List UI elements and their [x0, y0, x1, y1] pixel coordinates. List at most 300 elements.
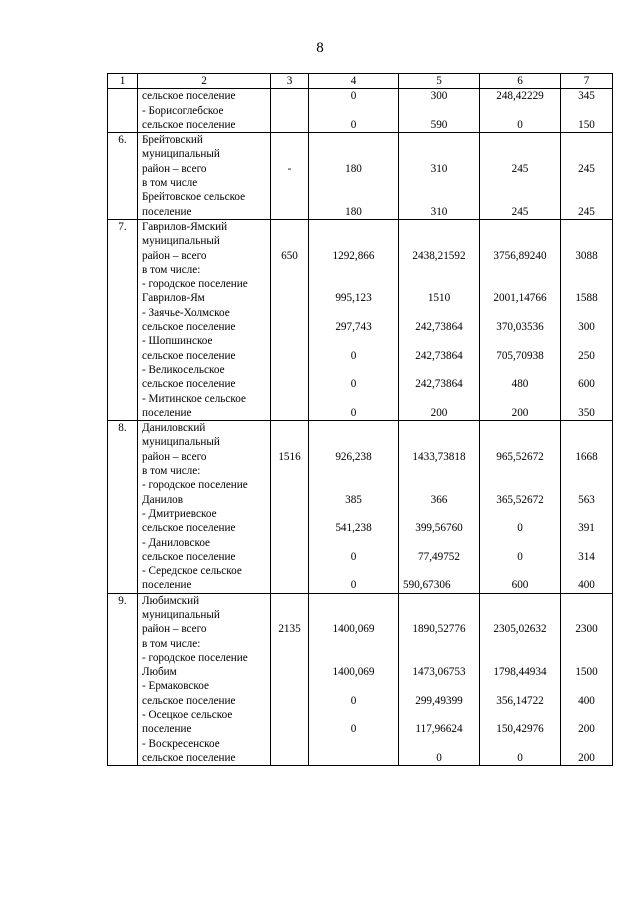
name-line: - Середское сельское	[142, 565, 242, 578]
row-number: 7.	[118, 220, 127, 233]
value-cell-c7	[561, 421, 613, 594]
value-cell-c6	[480, 421, 561, 594]
column-header: 7	[561, 74, 613, 89]
value-c4	[309, 133, 398, 147]
value-c6: 2305,02632	[493, 623, 547, 636]
value-c6: 965,52672	[496, 450, 544, 463]
value-c5: 310	[430, 205, 448, 218]
value-c6	[480, 737, 560, 751]
name-line: - городское поселение	[142, 651, 248, 664]
value-cell-c5	[399, 89, 480, 133]
row-number-cell	[108, 593, 138, 766]
value-c5: 299,49399	[415, 694, 463, 707]
value-c7: 2300	[575, 623, 598, 636]
value-c5: 242,73864	[415, 378, 463, 391]
value-c3	[271, 464, 308, 478]
value-c4: 926,238	[335, 450, 372, 463]
value-c3	[271, 234, 308, 248]
name-line: район – всего	[142, 162, 207, 175]
row-number-cell	[108, 133, 138, 220]
name-cell	[138, 133, 271, 220]
value-cell-c3	[271, 133, 309, 220]
name-cell	[138, 89, 271, 133]
value-c6	[480, 147, 560, 161]
value-c5	[399, 277, 479, 291]
value-c7: 245	[578, 205, 595, 218]
value-c4	[309, 679, 398, 693]
value-c7	[561, 263, 612, 277]
value-c3	[271, 722, 308, 736]
value-c7: 314	[578, 550, 595, 563]
value-c6: 245	[511, 205, 529, 218]
name-line: район – всего	[142, 249, 207, 262]
value-c3	[271, 665, 308, 679]
table-header-row	[108, 74, 613, 89]
value-c4: 1400,069	[332, 623, 375, 636]
value-cell-c4	[309, 421, 399, 594]
name-line: поселение	[142, 205, 192, 218]
value-c3	[271, 263, 308, 277]
value-c4	[309, 478, 398, 492]
name-line: в том числе:	[142, 465, 201, 478]
value-c5	[399, 637, 479, 651]
value-c3	[271, 536, 308, 550]
value-c6	[480, 263, 560, 277]
value-cell-c7	[561, 89, 613, 133]
value-c5	[399, 536, 479, 550]
row-number	[108, 89, 137, 103]
column-header: 1	[108, 74, 138, 89]
value-c7: 300	[578, 321, 595, 334]
name-line: Даниловский	[142, 422, 206, 435]
value-c6	[480, 176, 560, 190]
value-c3	[271, 694, 308, 708]
value-c3	[271, 550, 308, 564]
name-line: Брейтовский	[142, 134, 203, 147]
value-c4	[309, 751, 398, 765]
value-c5: 1473,06753	[412, 666, 466, 679]
value-c3	[271, 306, 308, 320]
value-cell-c5	[399, 219, 480, 420]
name-line: - Даниловское	[142, 536, 211, 549]
name-line: сельское поселение	[142, 321, 236, 334]
value-c7	[561, 651, 612, 665]
value-c5: 310	[430, 162, 448, 175]
value-c3	[271, 435, 308, 449]
name-line: Любим	[142, 666, 177, 679]
name-line: муниципальный	[142, 608, 220, 621]
value-c6: 248,42229	[496, 90, 544, 103]
data-table	[107, 73, 613, 766]
value-c4: 0	[350, 723, 357, 736]
value-c6: 600	[511, 579, 529, 592]
value-c3: 1516	[278, 450, 301, 463]
value-c5	[399, 651, 479, 665]
value-c4: 0	[350, 378, 357, 391]
name-line: - городское поселение	[142, 479, 248, 492]
name-line: - Дмитриевское	[142, 507, 217, 520]
name-cell	[138, 421, 271, 594]
value-c7: 3088	[575, 249, 598, 262]
value-c7	[561, 464, 612, 478]
value-c4: 0	[350, 406, 357, 419]
value-c4	[309, 234, 398, 248]
value-cell-c3	[271, 219, 309, 420]
value-cell-c3	[271, 421, 309, 594]
value-c4	[309, 435, 398, 449]
value-c6	[480, 637, 560, 651]
page-number: 8	[316, 40, 324, 56]
name-line: - городское поселение	[142, 278, 248, 291]
name-line: - Ермаковское	[142, 680, 209, 693]
value-c7	[561, 478, 612, 492]
value-c3	[271, 521, 308, 535]
name-line: поселение	[142, 579, 192, 592]
value-c3	[271, 147, 308, 161]
value-c5	[399, 104, 479, 118]
value-c5: 1510	[427, 292, 451, 305]
value-c7	[561, 435, 612, 449]
value-c3	[271, 277, 308, 291]
value-c5	[399, 435, 479, 449]
table-row	[108, 593, 613, 766]
value-c6	[480, 334, 560, 348]
value-c4: 180	[345, 162, 362, 175]
value-cell-c4	[309, 219, 399, 420]
value-c7: 563	[578, 493, 595, 506]
value-c3	[271, 564, 308, 578]
value-c3: 2135	[278, 623, 301, 636]
value-c4	[309, 608, 398, 622]
value-c5	[399, 421, 479, 435]
value-c4	[309, 564, 398, 578]
value-c5	[399, 737, 479, 751]
value-c5: 77,49752	[418, 550, 460, 563]
value-c4	[309, 536, 398, 550]
value-c4	[309, 651, 398, 665]
name-line: сельское поселение	[142, 550, 236, 563]
value-c7	[561, 392, 612, 406]
name-line: в том числе	[142, 177, 198, 190]
value-c4	[309, 220, 398, 234]
value-c5	[399, 306, 479, 320]
value-c7	[561, 190, 612, 204]
value-cell-c7	[561, 133, 613, 220]
value-c3	[271, 708, 308, 722]
value-c6: 365,52672	[496, 493, 544, 506]
value-c5: 242,73864	[415, 349, 463, 362]
value-c4	[309, 637, 398, 651]
name-line: в том числе:	[142, 637, 201, 650]
value-c6: 356,14722	[496, 694, 544, 707]
value-c5	[399, 608, 479, 622]
value-c4: 0	[350, 90, 357, 103]
value-cell-c6	[480, 89, 561, 133]
name-line: сельское поселение	[142, 378, 236, 391]
value-c3	[271, 421, 308, 435]
value-c6	[480, 220, 560, 234]
value-c4	[309, 594, 398, 608]
value-c7	[561, 133, 612, 147]
value-c5: 1433,73818	[412, 450, 466, 463]
value-c6	[480, 234, 560, 248]
value-c4: 297,743	[335, 321, 372, 334]
value-c3	[271, 220, 308, 234]
name-line: Гаврилов-Ямский	[142, 220, 228, 233]
value-cell-c4	[309, 89, 399, 133]
value-c4: 541,238	[335, 522, 372, 535]
value-c5	[399, 220, 479, 234]
value-c3	[271, 651, 308, 665]
row-number-cell	[108, 219, 138, 420]
value-c3	[271, 578, 308, 592]
value-cell-c4	[309, 593, 399, 766]
name-line: - Воскресенское	[142, 737, 220, 750]
name-line: Данилов	[142, 493, 184, 506]
value-c7	[561, 147, 612, 161]
value-c6	[480, 464, 560, 478]
value-c7: 391	[578, 522, 595, 535]
name-line: Гаврилов-Ям	[142, 292, 205, 305]
row-number-cell	[108, 421, 138, 594]
value-c7	[561, 334, 612, 348]
value-c6	[480, 679, 560, 693]
value-c6: 1798,44934	[493, 666, 547, 679]
value-c6	[480, 363, 560, 377]
value-c5	[399, 176, 479, 190]
table-row	[108, 421, 613, 594]
value-c3	[271, 737, 308, 751]
table-row	[108, 89, 613, 133]
value-c6	[480, 190, 560, 204]
value-c5: 590,67306	[403, 579, 451, 592]
value-c5: 242,73864	[415, 321, 463, 334]
value-c7	[561, 708, 612, 722]
value-c4	[309, 190, 398, 204]
name-line: муниципальный	[142, 235, 220, 248]
value-c6: 200	[511, 406, 529, 419]
value-c5: 2438,21592	[412, 249, 466, 262]
value-c7: 400	[578, 694, 595, 707]
value-c6: 0	[517, 118, 523, 131]
value-c5: 300	[430, 90, 448, 103]
name-line: сельское поселение	[142, 694, 236, 707]
name-line: - Великосельское	[142, 363, 225, 376]
name-line: - Борисоглебское	[142, 104, 224, 117]
value-cell-c5	[399, 421, 480, 594]
value-c5	[399, 708, 479, 722]
value-c6	[480, 507, 560, 521]
value-c3: -	[287, 162, 292, 175]
value-c3	[271, 594, 308, 608]
row-number-cell	[108, 89, 138, 133]
value-c7: 600	[578, 378, 595, 391]
value-c5	[399, 564, 479, 578]
value-c3	[271, 363, 308, 377]
value-c4	[309, 306, 398, 320]
value-c4	[309, 334, 398, 348]
row-number: 8.	[118, 422, 127, 435]
value-c7	[561, 306, 612, 320]
name-line: Любимский	[142, 594, 200, 607]
value-c5	[399, 679, 479, 693]
table-row	[108, 219, 613, 420]
value-c6	[480, 651, 560, 665]
value-c7: 200	[578, 751, 595, 764]
value-c3	[271, 176, 308, 190]
value-c3	[271, 493, 308, 507]
value-c4	[309, 421, 398, 435]
name-cell	[138, 593, 271, 766]
value-c4: 385	[345, 493, 362, 506]
name-line: муниципальный	[142, 148, 220, 161]
value-c6: 480	[511, 378, 529, 391]
value-c4: 0	[350, 349, 357, 362]
value-c5: 590	[430, 118, 448, 131]
value-c5	[399, 392, 479, 406]
value-c7	[561, 176, 612, 190]
value-c5: 0	[436, 751, 442, 764]
value-c4	[309, 392, 398, 406]
value-c7: 200	[578, 723, 595, 736]
value-c7: 1668	[575, 450, 598, 463]
value-c6	[480, 435, 560, 449]
value-c5	[399, 133, 479, 147]
value-c7: 245	[578, 162, 595, 175]
value-c3	[271, 205, 308, 219]
value-cell-c6	[480, 593, 561, 766]
value-c7	[561, 608, 612, 622]
value-c3	[271, 608, 308, 622]
name-line: - Осецкое сельское	[142, 709, 233, 722]
value-cell-c3	[271, 593, 309, 766]
value-c6: 370,03536	[496, 321, 544, 334]
value-c5	[399, 334, 479, 348]
value-c4: 1292,866	[332, 249, 375, 262]
value-c6: 2001,14766	[493, 292, 547, 305]
name-line: поселение	[142, 723, 192, 736]
value-c6: 0	[517, 522, 523, 535]
value-cell-c7	[561, 593, 613, 766]
value-c4	[309, 363, 398, 377]
value-c5	[399, 478, 479, 492]
value-c7	[561, 737, 612, 751]
value-c3	[271, 89, 308, 103]
value-c4	[309, 464, 398, 478]
value-c6: 705,70938	[496, 349, 544, 362]
value-c7	[561, 679, 612, 693]
value-c6	[480, 104, 560, 118]
value-c3	[271, 406, 308, 420]
column-header: 5	[399, 74, 480, 89]
value-c4: 0	[350, 550, 357, 563]
value-c5	[399, 263, 479, 277]
column-header: 2	[138, 74, 271, 89]
value-c6: 3756,89240	[493, 249, 547, 262]
value-c4	[309, 507, 398, 521]
value-c4: 0	[350, 579, 357, 592]
value-c5	[399, 363, 479, 377]
value-c5	[399, 507, 479, 521]
value-c6	[480, 608, 560, 622]
table-row	[108, 133, 613, 220]
value-cell-c6	[480, 219, 561, 420]
value-c3	[271, 507, 308, 521]
value-c3: 650	[281, 249, 298, 262]
value-c6: 0	[517, 751, 523, 764]
value-c3	[271, 190, 308, 204]
value-c5: 366	[430, 493, 448, 506]
value-c4: 0	[350, 118, 357, 131]
value-c4	[309, 147, 398, 161]
value-c7	[561, 363, 612, 377]
name-line: сельское поселение	[142, 751, 236, 764]
value-c6	[480, 564, 560, 578]
value-c6	[480, 536, 560, 550]
value-c7	[561, 104, 612, 118]
name-line: район – всего	[142, 450, 207, 463]
value-c6: 0	[517, 550, 523, 563]
value-c4	[309, 263, 398, 277]
value-c7	[561, 421, 612, 435]
value-cell-c5	[399, 133, 480, 220]
value-c6	[480, 421, 560, 435]
value-c3	[271, 334, 308, 348]
name-line: сельское поселение	[142, 90, 236, 103]
name-line: - Заячье-Холмское	[142, 306, 230, 319]
value-c7: 400	[578, 579, 595, 592]
value-c5: 200	[430, 406, 448, 419]
value-c5	[399, 464, 479, 478]
value-c3	[271, 320, 308, 334]
value-c6	[480, 392, 560, 406]
value-c5	[399, 190, 479, 204]
value-c5	[399, 234, 479, 248]
row-number: 6.	[118, 134, 127, 147]
value-c7	[561, 594, 612, 608]
value-c3	[271, 392, 308, 406]
value-c7	[561, 220, 612, 234]
value-c4	[309, 277, 398, 291]
value-c7	[561, 277, 612, 291]
name-line: муниципальный	[142, 436, 220, 449]
value-c3	[271, 104, 308, 118]
name-line: поселение	[142, 406, 192, 419]
value-c5: 117,96624	[415, 723, 463, 736]
value-c4: 180	[345, 205, 362, 218]
value-c7: 250	[578, 349, 595, 362]
value-c7	[561, 507, 612, 521]
value-c3	[271, 637, 308, 651]
value-c7: 350	[578, 406, 595, 419]
value-c6: 245	[511, 162, 529, 175]
name-cell	[138, 219, 271, 420]
column-header: 4	[309, 74, 399, 89]
value-c3	[271, 679, 308, 693]
value-c6	[480, 478, 560, 492]
value-c3	[271, 133, 308, 147]
name-line: район – всего	[142, 623, 207, 636]
value-c4	[309, 104, 398, 118]
value-cell-c4	[309, 133, 399, 220]
value-c7: 150	[578, 118, 595, 131]
row-number: 9.	[118, 594, 127, 607]
value-c4	[309, 737, 398, 751]
value-c6	[480, 594, 560, 608]
name-line: сельское поселение	[142, 349, 236, 362]
name-line: сельское поселение	[142, 118, 236, 131]
value-c5: 399,56760	[415, 522, 463, 535]
